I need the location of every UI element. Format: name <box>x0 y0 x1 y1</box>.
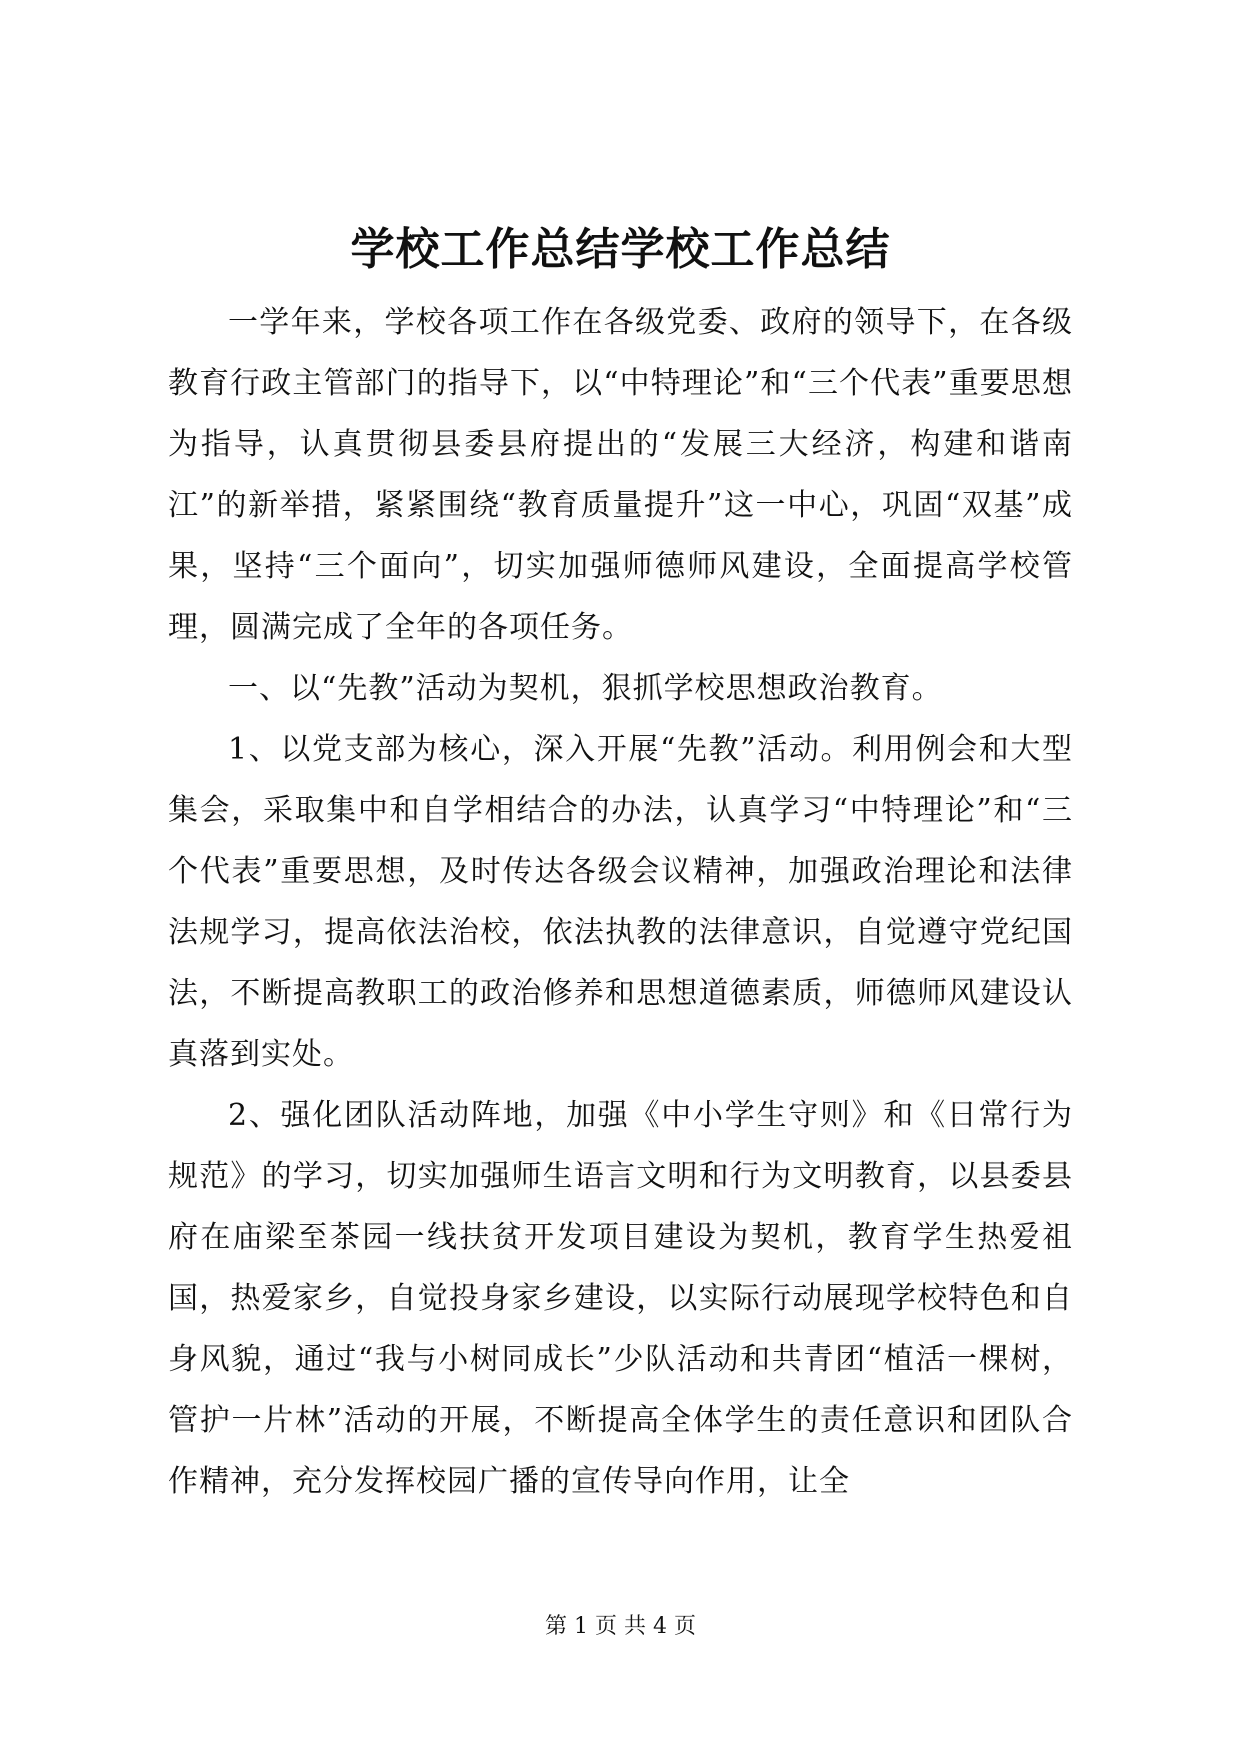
paragraph-section-heading-1: 一、以“先教”活动为契机，狠抓学校思想政治教育。 <box>228 671 943 706</box>
page-number-footer: 第 1 页 共 4 页 <box>545 1614 696 1639</box>
paragraph-item-1: 1、以党支部为核心，深入开展“先教”活动。利用例会和大型集会，采取集中和自学相结合的办法，认真学习“中特理论”和“三个代表”重要思想，及时传达各级会议精神，加强政治理论和法律法规学习，提高依法治校，依法执教的法律意识，自觉遵守党纪国法，不断提高教职工的政治修养和思想道德素质，师德师风建设认真落到实处。 <box>168 732 1073 1072</box>
document-body <box>168 292 1073 1512</box>
paragraph-item-2: 2、强化团队活动阵地，加强《中小学生守则》和《日常行为规范》的学习，切实加强师生语言文明和行为文明教育，以县委县府在庙梁至茶园一线扶贫开发项目建设为契机，教育学生热爱祖国，热爱家乡，自觉投身家乡建设，以实际行动展现学校特色和自身风貌，通过“我与小树同成长”少队活动和共青团“植活一棵树，管护一片林”活动的开展，不断提高全体学生的责任意识和团队合作精神，充分发挥校园广播的宣传导向作用，让全 <box>168 1098 1073 1499</box>
document-title: 学校工作总结学校工作总结 <box>350 224 891 275</box>
paragraph-intro: 一学年来，学校各项工作在各级党委、政府的领导下，在各级教育行政主管部门的指导下，以“中特理论”和“三个代表”重要思想为指导，认真贯彻县委县府提出的“发展三大经济，构建和谐南江”的新举措，紧紧围绕“教育质量提升”这一中心，巩固“双基”成果，坚持“三个面向”，切实加强师德师风建设，全面提高学校管理，圆满完成了全年的各项任务。 <box>168 305 1073 645</box>
